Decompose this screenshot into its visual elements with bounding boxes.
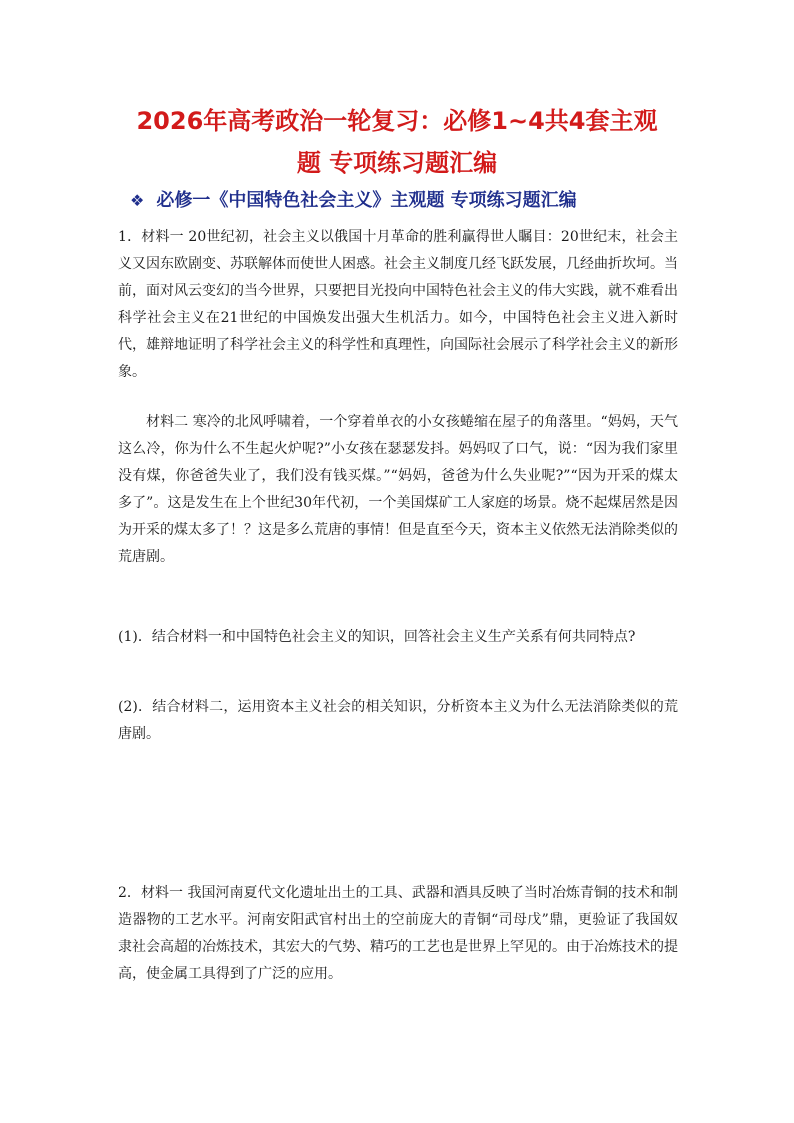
question-1-sub-1: (1)．结合材料一和中国特色社会主义的知识，回答社会主义生产关系有何共同特点? (118, 629, 636, 645)
question-1-material-2: 材料二 寒冷的北风呼啸着，一个穿着单衣的小女孩蜷缩在屋子的角落里。“妈妈，天气这么冷，你为什么不生起火炉呢?”小女孩在瑟瑟发抖。妈妈叹了口气，说：“因为我们家里没有煤，你爸爸失业了，我们没有钱买煤。”“妈妈，爸爸为什么失业呢?”“因为开采的煤太多了”。这是发生在上个世纪30年代初，一个美国煤矿工人家庭的场景。烧不起煤居然是因为开采的煤太多了！？这是多么荒唐的事情！但是直至今天，资本主义依然无法消除类似的荒唐剧。 (118, 414, 678, 565)
document-title-line-1: 2026年高考政治一轮复习：必修1~4共4套主观 (136, 107, 658, 135)
section-heading (130, 186, 670, 216)
question-1-sub-2: (2)．结合材料二，运用资本主义社会的相关知识，分析资本主义为什么无法消除类似的荒唐剧。 (118, 699, 678, 742)
section-heading-text: 必修一《中国特色社会主义》主观题 专项练习题汇编 (156, 190, 577, 211)
document-title-line-2: 题 专项练习题汇编 (296, 149, 498, 177)
question-1-material-1: 1．材料一 20世纪初，社会主义以俄国十月革命的胜利赢得世人瞩目：20世纪末，社会主义又因东欧剧变、苏联解体而使世人困惑。社会主义制度几经飞跃发展，几经曲折坎坷。当前，面对风云变幻的当今世界，只要把目光投向中国特色社会主义的伟大实践，就不难看出科学社会主义在21世纪的中国焕发出强大生机活力。如今，中国特色社会主义进入新时代，雄辩地证明了科学社会主义的科学性和真理性，向国际社会展示了科学社会主义的新形象。 (118, 229, 678, 380)
diamond-bullet-icon: ❖ (130, 191, 145, 210)
question-2-material-1: 2．材料一 我国河南夏代文化遗址出土的工具、武器和酒具反映了当时冶炼青铜的技术和制造器物的工艺水平。河南安阳武官村出土的空前庞大的青铜“司母戊”鼎，更验证了我国奴隶社会高超的冶炼技术，其宏大的气势、精巧的工艺也是世界上罕见的。由于冶炼技术的提高，使金属工具得到了广泛的应用。 (118, 885, 678, 982)
